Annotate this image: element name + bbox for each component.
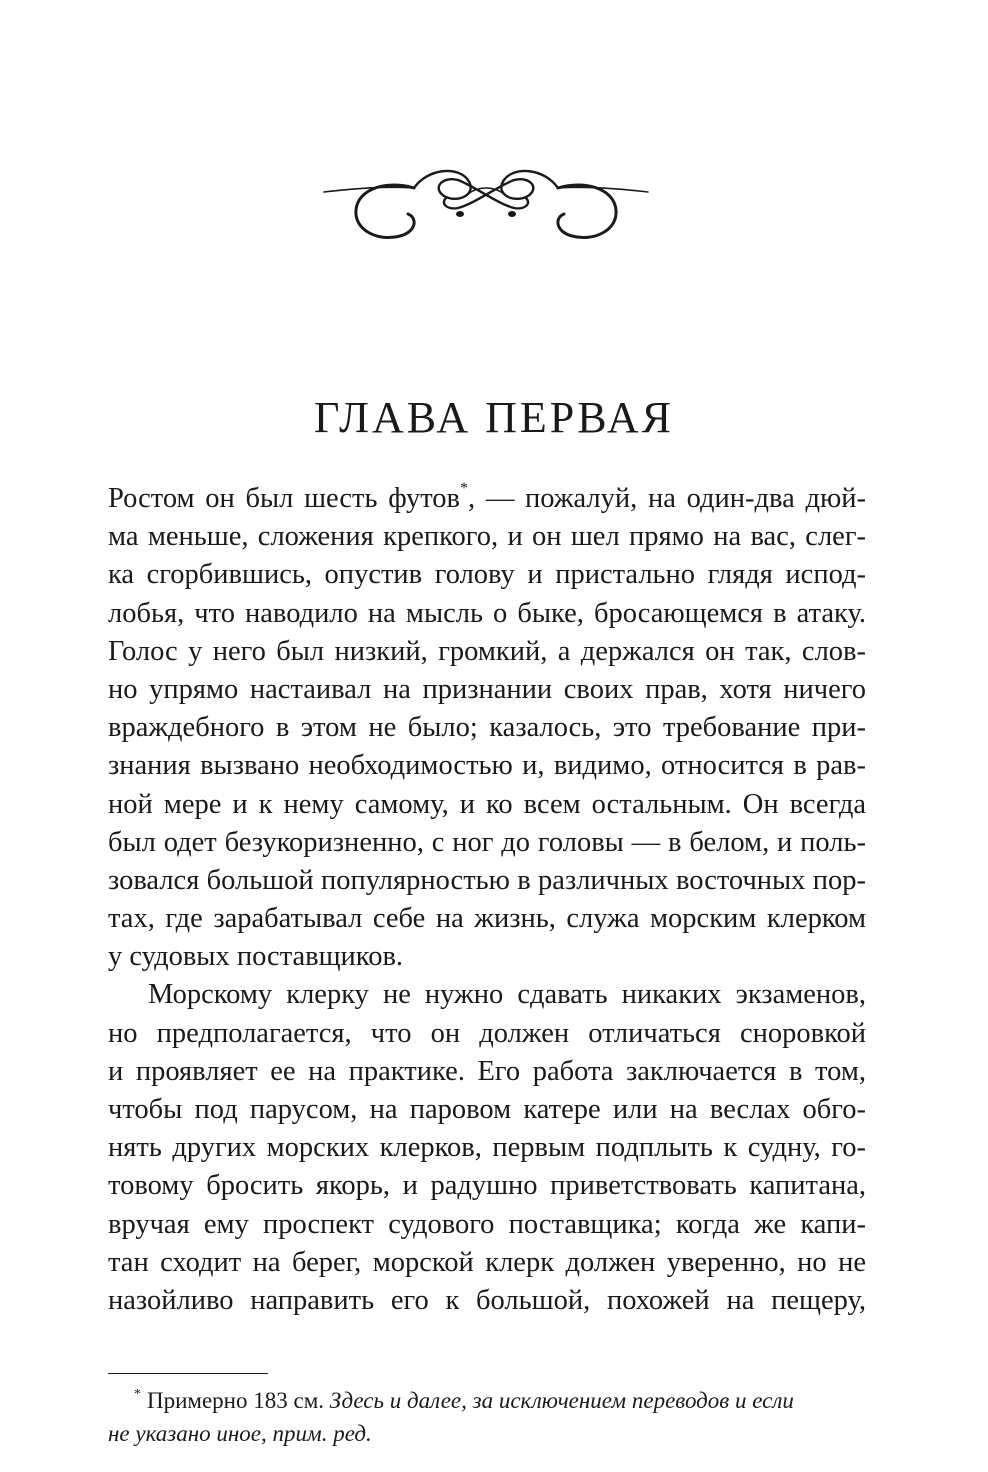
footnote-italic-text: Здесь и далее, за исключением переводов и если bbox=[329, 1388, 794, 1413]
paragraph-1-line: Голос у него был низкий, громкий, а держался он так, слов- bbox=[108, 635, 866, 667]
footnote-plain-text: Примерно 183 см. bbox=[147, 1388, 330, 1413]
paragraph-1-line: ной мере и к нему самому, и ко всем остальным. Он всегда bbox=[108, 788, 866, 820]
paragraph-1-line: у судовых поставщиков. bbox=[108, 941, 404, 973]
paragraph-2-line: товому бросить якорь, и радушно приветствовать капитана, bbox=[108, 1170, 866, 1202]
footnote-italic-text: не указано иное, прим. ред. bbox=[108, 1421, 372, 1446]
paragraph-1-line: лобья, что наводило на мысль о быке, бросающемся в атаку. bbox=[108, 597, 866, 629]
text-fragment: Ростом он был шесть футов bbox=[108, 483, 460, 514]
paragraph-1-line-1 bbox=[108, 480, 866, 518]
paragraph-2-line: и проявляет ее на практике. Его работа заключается в том, bbox=[108, 1055, 866, 1087]
paragraph-2-line: Морскому клерку не нужно сдавать никаких экзаменов, bbox=[148, 979, 866, 1011]
paragraph-1-line: был одет безукоризненно, с ног до головы — в белом, и поль- bbox=[108, 826, 866, 858]
paragraph-1-line: ка сгорбившись, опустив голову и пристально глядя испод- bbox=[108, 559, 866, 591]
paragraph-1-line: враждебного в этом не было; казалось, это требование при- bbox=[108, 712, 866, 744]
paragraph-2-line: чтобы под парусом, на паровом катере или на веслах обго- bbox=[108, 1094, 866, 1125]
paragraph-1-line: но упрямо настаивал на признании своих прав, хотя ничего bbox=[108, 673, 866, 705]
text-fragment: , — пожалуй, на один-два дюй- bbox=[468, 483, 866, 514]
decorative-flourish-icon bbox=[318, 158, 654, 248]
paragraph-1-line: тах, где зарабатывал себе на жизнь, служа морским клерком bbox=[108, 903, 866, 935]
paragraph-2-line: вручая ему проспект судового поставщика; когда же капи- bbox=[108, 1208, 866, 1240]
paragraph-2-line: нять других морских клерков, первым подплыть к судну, го- bbox=[108, 1132, 866, 1164]
footnote-line-2 bbox=[108, 1417, 866, 1450]
footnote bbox=[108, 1384, 866, 1450]
footnote-mark: * bbox=[134, 1387, 141, 1402]
paragraph-1-line: зовался большой популярностью в различных восточных пор- bbox=[108, 864, 866, 896]
footnote-line-1 bbox=[108, 1384, 866, 1417]
chapter-title: ГЛАВА ПЕРВАЯ bbox=[314, 393, 674, 442]
paragraph-2-line: назойливо направить его к большой, похожей на пещеру, bbox=[108, 1284, 866, 1316]
paragraph-1-line: ма меньше, сложения крепкого, и он шел прямо на вас, слег- bbox=[108, 521, 866, 553]
footnote-reference[interactable]: * bbox=[460, 480, 468, 497]
paragraph-1-line: знания вызвано необходимостью и, видимо, относится в рав- bbox=[108, 750, 866, 782]
body-text bbox=[108, 480, 866, 1320]
footnote-divider bbox=[108, 1373, 268, 1374]
paragraph-2-line: но предполагается, что он должен отличаться сноровкой bbox=[108, 1017, 866, 1049]
paragraph-2-line: тан сходит на берег, морской клерк должен уверенно, но не bbox=[108, 1246, 866, 1278]
